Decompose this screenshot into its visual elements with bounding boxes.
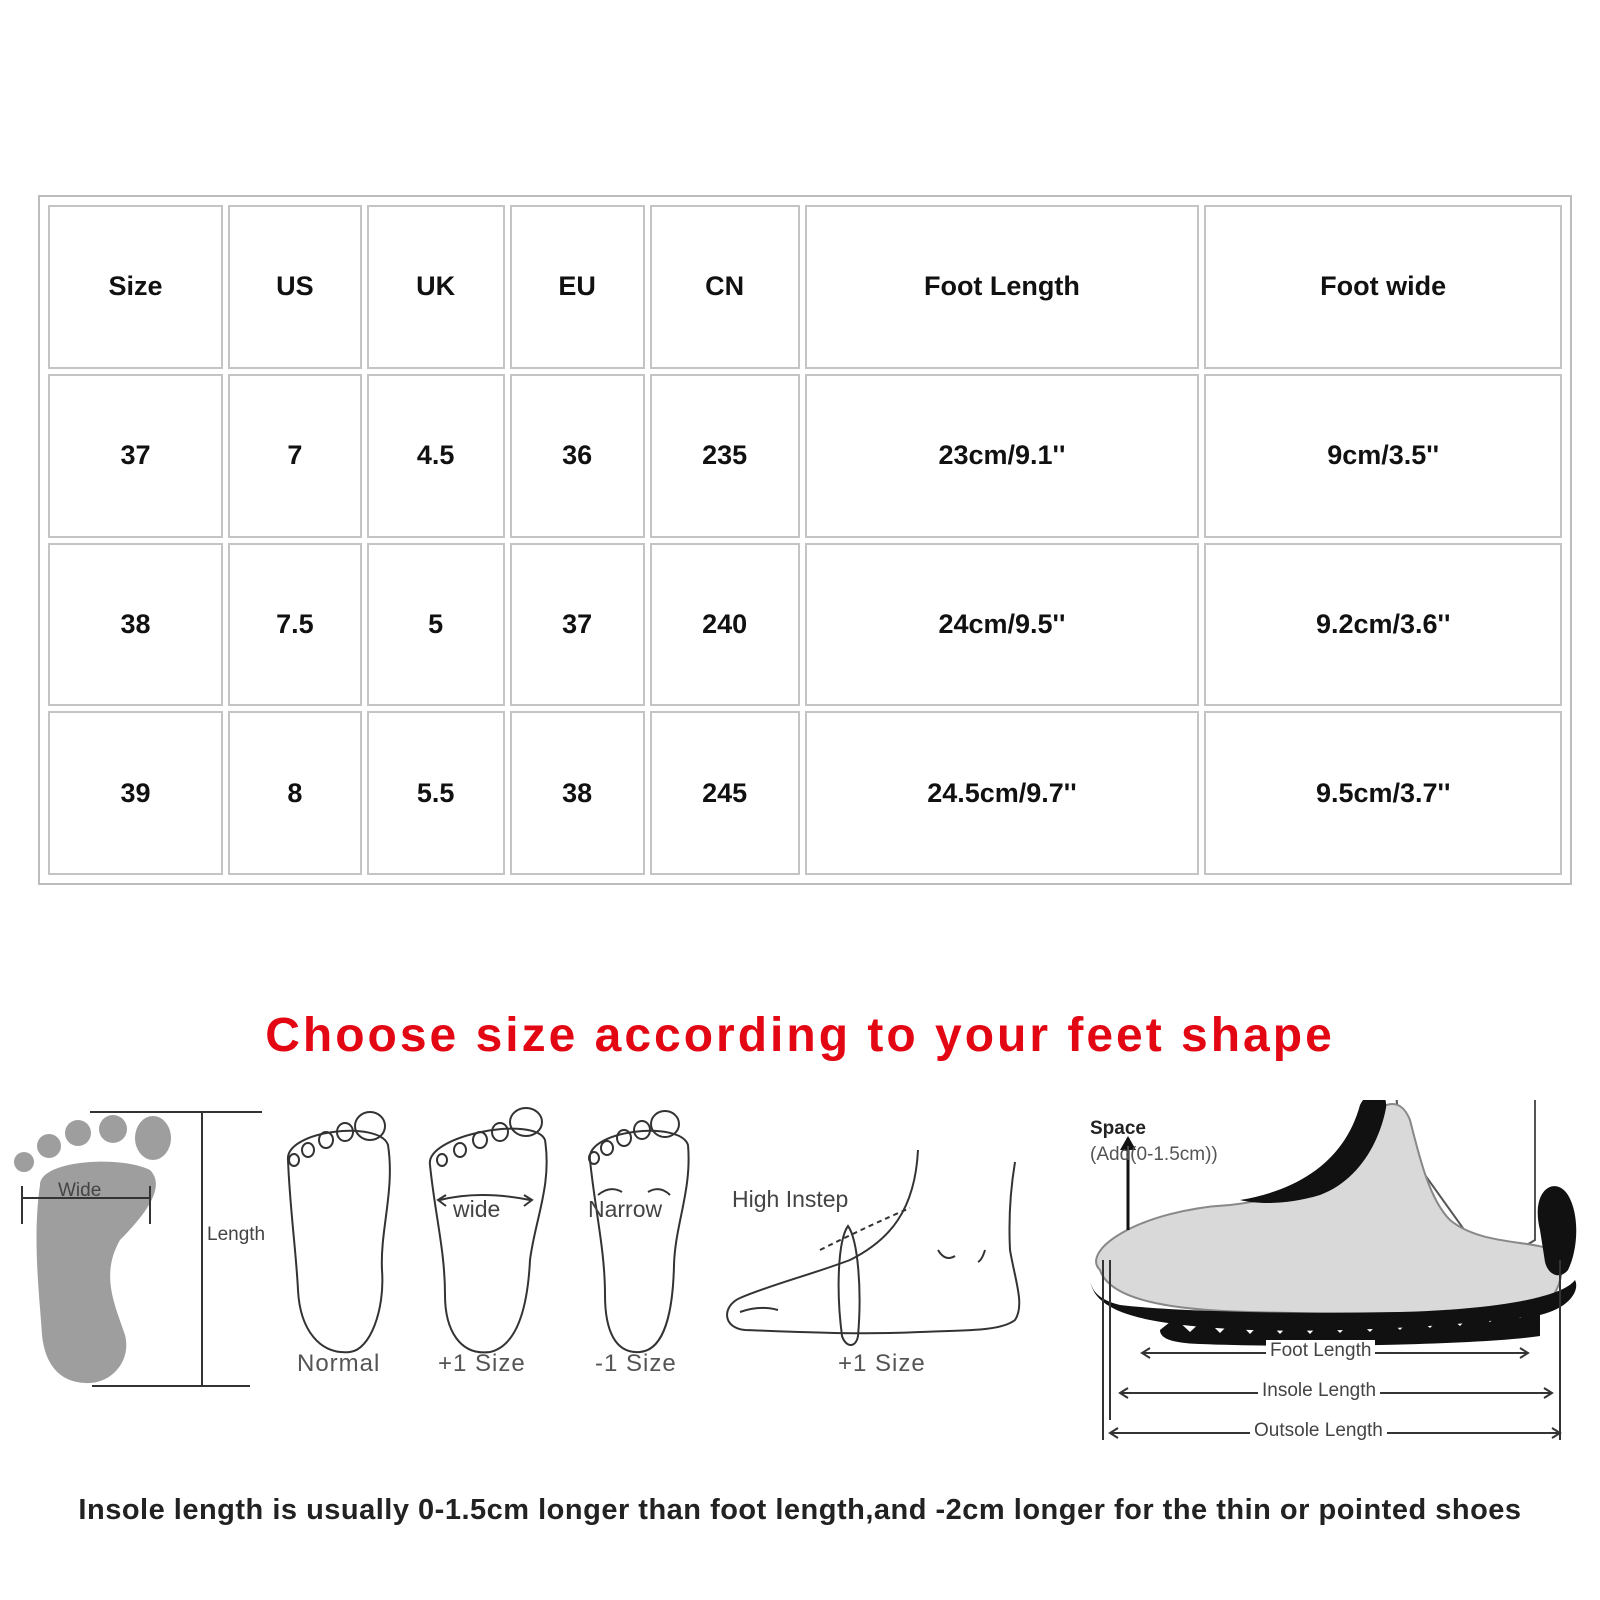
cell-cn: 235 bbox=[650, 374, 800, 538]
cell-foot-length: 23cm/9.1'' bbox=[805, 374, 1200, 538]
size-chart-table bbox=[38, 195, 1572, 885]
insole-length-note: Insole length is usually 0-1.5cm longer than foot length,and -2cm longer for the thin or pointed shoes bbox=[78, 1494, 1522, 1526]
cell-us: 7.5 bbox=[228, 543, 362, 707]
high-instep-caption: +1 Size bbox=[838, 1350, 926, 1377]
table-row bbox=[48, 543, 1562, 707]
space-label: Space bbox=[1090, 1118, 1146, 1139]
cell-us: 7 bbox=[228, 374, 362, 538]
header-foot-wide: Foot wide bbox=[1204, 205, 1562, 369]
narrow-foot-icon bbox=[589, 1111, 689, 1352]
cell-foot-wide: 9.5cm/3.7'' bbox=[1204, 711, 1562, 875]
foot-length-label: Foot Length bbox=[1266, 1340, 1375, 1362]
cell-us: 8 bbox=[228, 711, 362, 875]
footprint-icon bbox=[14, 1115, 171, 1383]
high-instep-label: High Instep bbox=[732, 1186, 849, 1212]
cell-cn: 240 bbox=[650, 543, 800, 707]
header-cn: CN bbox=[650, 205, 800, 369]
table-row bbox=[48, 711, 1562, 875]
wide-caption: +1 Size bbox=[438, 1350, 526, 1377]
cell-foot-wide: 9cm/3.5'' bbox=[1204, 374, 1562, 538]
cell-foot-length: 24cm/9.5'' bbox=[805, 543, 1200, 707]
high-instep-foot-icon bbox=[727, 1150, 1019, 1345]
cell-uk: 5 bbox=[367, 543, 505, 707]
header-foot-length: Foot Length bbox=[805, 205, 1200, 369]
narrow-caption: -1 Size bbox=[595, 1350, 677, 1377]
normal-caption: Normal bbox=[297, 1350, 381, 1377]
cell-uk: 5.5 bbox=[367, 711, 505, 875]
header-us: US bbox=[228, 205, 362, 369]
cell-eu: 38 bbox=[510, 711, 645, 875]
foot-shape-illustrations bbox=[0, 1100, 1600, 1440]
wide-label: wide bbox=[453, 1196, 501, 1222]
cell-size: 39 bbox=[48, 711, 223, 875]
insole-length-label: Insole Length bbox=[1258, 1380, 1380, 1402]
table-row bbox=[48, 374, 1562, 538]
cell-uk: 4.5 bbox=[367, 374, 505, 538]
normal-foot-icon bbox=[288, 1112, 390, 1352]
outsole-length-label: Outsole Length bbox=[1250, 1420, 1387, 1442]
length-measure-label: Length bbox=[207, 1224, 266, 1245]
cell-eu: 36 bbox=[510, 374, 645, 538]
cell-size: 37 bbox=[48, 374, 223, 538]
header-uk: UK bbox=[367, 205, 505, 369]
header-eu: EU bbox=[510, 205, 645, 369]
cell-foot-length: 24.5cm/9.7'' bbox=[805, 711, 1200, 875]
header-size: Size bbox=[48, 205, 223, 369]
headline: Choose size according to your feet shape bbox=[265, 1009, 1335, 1062]
cell-cn: 245 bbox=[650, 711, 800, 875]
narrow-label: Narrow bbox=[588, 1196, 663, 1222]
wide-measure-label: Wide bbox=[58, 1180, 102, 1201]
table-header-row bbox=[48, 205, 1562, 369]
wide-foot-icon bbox=[430, 1108, 547, 1352]
space-note: (Add(0-1.5cm)) bbox=[1090, 1144, 1218, 1165]
cell-foot-wide: 9.2cm/3.6'' bbox=[1204, 543, 1562, 707]
cell-size: 38 bbox=[48, 543, 223, 707]
shoe-cross-section-icon bbox=[1090, 1100, 1576, 1346]
cell-eu: 37 bbox=[510, 543, 645, 707]
